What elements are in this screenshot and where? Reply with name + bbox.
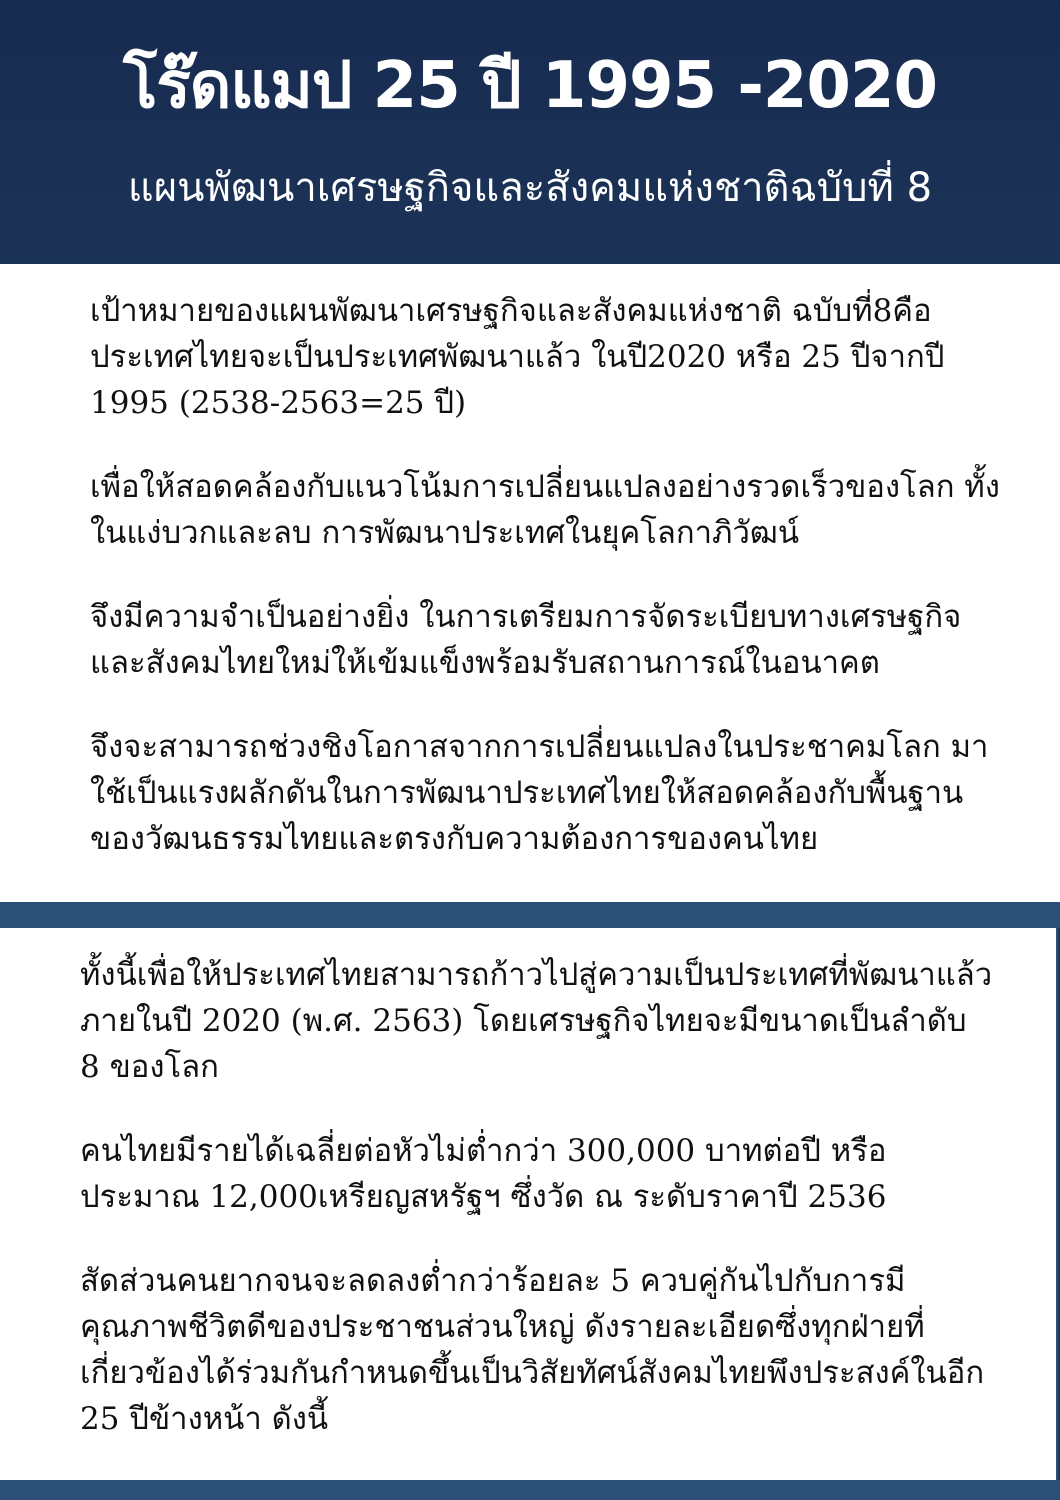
paragraph-preparation: จึงมีความจำเป็นอย่างยิ่ง ในการเตรียมการจัดระเบียบทางเศรษฐกิจและสังคมไทยใหม่ให้เข้มแข็งพร้อมรับสถานการณ์ในอนาคต <box>90 599 962 681</box>
bottom-stripe <box>0 1480 1060 1500</box>
paragraph-income: คนไทยมีรายได้เฉลี่ยต่อหัวไม่ต่ำกว่า 300,000 บาทต่อปี หรือประมาณ 12,000เหรียญสหรัฐฯ ซึ่งวัด ณ ระดับราคาปี 2536 <box>80 1133 887 1215</box>
divider-stripe <box>0 902 1060 928</box>
content-panel-bottom <box>0 928 1058 1480</box>
page-title: โร๊ดแมป 25 ปี 1995 -2020 <box>123 49 937 123</box>
paragraph-developed-country: ทั้งนี้เพื่อให้ประเทศไทยสามารถก้าวไปสู่ความเป็นประเทศที่พัฒนาแล้วภายในปี 2020 (พ.ศ. 2563) โดยเศรษฐกิจไทยจะมีขนาดเป็นลำดับ 8 ของโลก <box>80 957 993 1085</box>
paragraph-poverty: สัดส่วนคนยากจนจะลดลงต่ำกว่าร้อยละ 5 ควบคู่กันไปกับการมีคุณภาพชีวิตดีของประชาชนส่วนใหญ่ ดังรายละเอียดซึ่งทุกฝ่ายที่เกี่ยวข้องได้ร่วมกันกำหนดขึ้นเป็นวิสัยทัศน์สังคมไทยพึงประสงค์ในอีก 25 ปีข้างหน้า ดังนี้ <box>80 1263 985 1437</box>
paragraph-opportunity: จึงจะสามารถช่วงชิงโอกาสจากการเปลี่ยนแปลงในประชาคมโลก มาใช้เป็นแรงผลักดันในการพัฒนาประเทศไทยให้สอดคล้องกับพื้นฐานของวัฒนธรรมไทยและตรงกับความต้องการของคนไทย <box>90 729 989 857</box>
page-subtitle: แผนพัฒนาเศรษฐกิจและสังคมแห่งชาติฉบับที่ 8 <box>127 165 933 211</box>
content-panel-top <box>0 264 1060 902</box>
paragraph-global-trend: เพื่อให้สอดคล้องกับแนวโน้มการเปลี่ยนแปลงอย่างรวดเร็วของโลก ทั้งในแง่บวกและลบ การพัฒนาประเทศในยุคโลกาภิวัฒน์ <box>90 469 1000 551</box>
paragraph-goal: เป้าหมายของแผนพัฒนาเศรษฐกิจและสังคมแห่งชาติ ฉบับที่8คือประเทศไทยจะเป็นประเทศพัฒนาแล้ว ในปี2020 หรือ 25 ปีจากปี 1995 (2538-2563=25 ปี) <box>90 293 945 421</box>
header-banner <box>0 0 1060 264</box>
